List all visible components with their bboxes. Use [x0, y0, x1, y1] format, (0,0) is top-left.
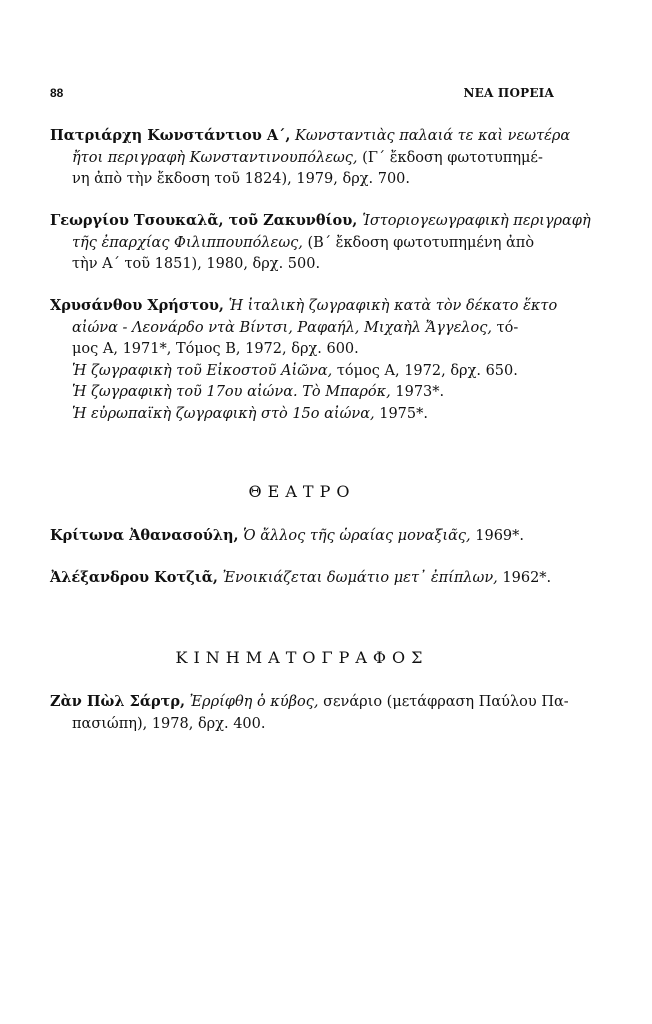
section-heading-theatre: ΘΕΑΤΡΟ	[248, 482, 356, 501]
edition-info: 1962*.	[497, 570, 552, 586]
work-title: Ἡ ἰταλικὴ ζωγραφικὴ κατὰ τὸν δέκατο ἕκτο	[223, 298, 558, 314]
edition-info: (Γ΄ ἔκδοση φωτοτυπημέ-	[357, 149, 543, 166]
work-title: Κωνσταντιὰς παλαιά τε καὶ νεωτέρα	[290, 128, 571, 144]
work-title: ἤτοι περιγραφὴ Κωνσταντινουπόλεως,	[72, 149, 358, 166]
entry-line	[50, 691, 569, 714]
entry-line	[50, 148, 554, 170]
work-title: Ὁ ἄλλος τῆς ὡραίας μοναξιᾶς,	[238, 528, 471, 544]
bibliography-entry-1	[50, 125, 571, 191]
author-name: Χρυσάνθου Χρήστου,	[50, 297, 224, 314]
entry-line	[50, 404, 554, 426]
work-title: τῆς ἐπαρχίας Φιλιππουπόλεως,	[72, 234, 303, 251]
page-header	[50, 86, 554, 106]
theatre-entry-2	[50, 567, 554, 590]
section-heading-cinema: ΚΙΝΗΜΑΤΟΓΡΑΦΟΣ	[175, 648, 429, 667]
entry-line	[50, 295, 558, 318]
page-number: 88	[50, 86, 64, 100]
edition-info: 1973*.	[390, 384, 445, 400]
edition-info: τόμος Α, 1972, δρχ. 650.	[332, 362, 518, 379]
work-title: Ἡ ζωγραφικὴ τοῦ 17ου αἰώνα. Τὸ Μπαρόκ,	[72, 384, 391, 400]
edition-info: 1975*.	[374, 405, 428, 422]
bibliography-entry-3	[50, 295, 558, 425]
edition-info: τό-	[492, 319, 519, 336]
cinema-entry-1	[50, 691, 569, 735]
work-title: Ἐρρίφθη ὁ κύβος,	[185, 694, 319, 710]
entry-line	[50, 567, 554, 590]
running-title: ΝΕΑ ΠΟΡΕΙΑ	[463, 86, 554, 100]
author-origin: τοῦ Ζακυνθίου,	[223, 212, 363, 229]
edition-info: 1969*.	[470, 528, 525, 544]
entry-line	[50, 361, 554, 383]
entry-line	[50, 210, 591, 233]
work-title: Ἱστοριογεωγραφικὴ περιγραφὴ	[362, 213, 591, 229]
work-title: αἰώνα - Λεονάρδο ντὰ Βίντσι, Ραφαήλ, Μιχαὴλ Ἄγγελος,	[72, 319, 493, 336]
edition-info: μος Α, 1971*, Τόμος Β, 1972, δρχ. 600.	[72, 341, 359, 357]
work-title: Ἡ εὐρωπαϊκὴ ζωγραφικὴ στὸ 15ο αἰώνα,	[72, 405, 375, 422]
edition-info: σενάριο (μετάφραση Παύλου Πα-	[318, 694, 569, 710]
edition-info: νη ἀπὸ τὴν ἔκδοση τοῦ 1824), 1979, δρχ. 700.	[72, 171, 411, 187]
author-name: Πατριάρχη Κωνστάντιου Α΄,	[50, 127, 291, 144]
author-name: Γεωργίου Τσουκαλᾶ,	[50, 212, 224, 229]
entry-line	[50, 525, 554, 548]
entry-line	[50, 233, 554, 255]
entry-line	[50, 169, 554, 191]
bibliography-entry-2	[50, 210, 591, 276]
author-name: Ἀλέξανδρου Κοτζιᾶ,	[50, 569, 218, 586]
entry-line	[50, 382, 554, 404]
entry-line	[50, 339, 554, 361]
theatre-entry-1	[50, 525, 554, 548]
edition-info: (Β΄ ἔκδοση φωτοτυπημένη ἀπὸ	[302, 234, 535, 251]
entry-line	[50, 254, 554, 276]
entry-line	[50, 318, 554, 340]
work-title: Ἐνοικιάζεται δωμάτιο μετ᾽ ἐπίπλων,	[217, 570, 498, 586]
entry-line	[50, 125, 571, 148]
edition-info: πασιώπη), 1978, δρχ. 400.	[72, 715, 266, 732]
edition-info: τὴν Α΄ τοῦ 1851), 1980, δρχ. 500.	[72, 256, 321, 272]
author-name: Ζὰν Πὼλ Σάρτρ,	[50, 693, 186, 710]
entry-line	[50, 714, 554, 736]
work-title: Ἡ ζωγραφικὴ τοῦ Εἰκοστοῦ Αἰῶνα,	[72, 362, 333, 379]
author-name: Κρίτωνα Ἀθανασούλη,	[50, 527, 239, 544]
